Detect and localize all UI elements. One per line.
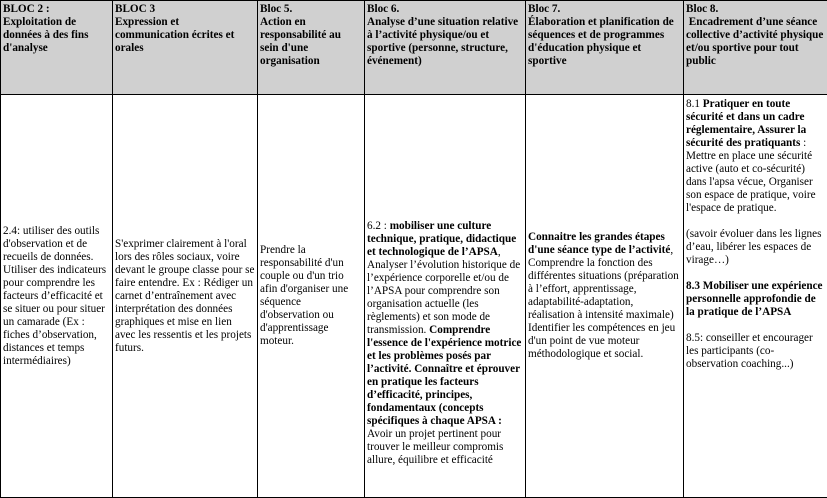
cell-bloc-3-text: S'exprimer clairement à l'oral lors des rôles sociaux, voire devant le groupe classe pour se faire entendre. Ex : Rédiger un carnet d’entraînement avec interprétation des données graphiques et mise en lien avec les ressentis et les projets futurs. xyxy=(115,238,254,354)
header-bloc-3-number: BLOC 3 xyxy=(115,3,255,16)
header-bloc-8 xyxy=(684,1,827,95)
cell-bloc-6-culture: mobiliser une culture technique, pratique, didactique et technologique de l’APSA xyxy=(367,220,516,258)
header-bloc-2 xyxy=(1,1,113,95)
cell-bloc-6-essence: Comprendre l'essence de l'expérience motrice et les problèmes posés par l’activité. Connaître et éprouver en pratique les facteurs d’efficacité, principes, fondamentaux (concepts spécifiques à chaque APSA : xyxy=(367,324,521,427)
header-bloc-2-title: Exploitation de données à des fins d'analyse xyxy=(3,16,110,55)
cell-bloc-6-project: Avoir un projet pertinent pour trouver le meilleur compromis allure, équilibre et efficacité xyxy=(367,428,503,466)
header-bloc-8-number: Bloc 8. xyxy=(686,3,825,16)
cell-bloc-8-experience: 8.3 Mobiliser une expérience personnelle approfondie de la pratique de l’APSA xyxy=(686,280,823,318)
cell-bloc-8-safety: Pratiquer en toute sécurité et dans un cadre réglementaire, Assurer la sécurité des pratiquants xyxy=(686,98,806,149)
cell-bloc-8 xyxy=(684,95,827,498)
header-bloc-2-number: BLOC 2 : xyxy=(3,3,110,16)
header-bloc-7-title: Élaboration et planification de séquences et de programmes d'éducation physique et sportive xyxy=(528,16,681,68)
cell-bloc-8-ref-81: 8.1 xyxy=(686,98,703,110)
header-bloc-7-number: Bloc 7. xyxy=(528,3,681,16)
cell-bloc-8-safety-text: : Mettre en place une sécurité active (auto et co-sécurité) dans l'apsa vécue, Organiser son espace de pratique, voire l'espace de pratique. xyxy=(686,137,816,214)
cell-bloc-8-para-4: 8.5: conseiller et encourager les participants (co-observation coaching...) xyxy=(686,332,825,371)
content-row xyxy=(1,95,827,498)
cell-bloc-2 xyxy=(1,95,113,498)
cell-bloc-7 xyxy=(526,95,684,498)
header-bloc-7 xyxy=(526,1,684,95)
cell-bloc-8-para-3 xyxy=(686,280,825,319)
header-bloc-6-number: Bloc 6. xyxy=(367,3,523,16)
cell-bloc-2-text: 2.4: utiliser des outils d'observation et de recueils de données. Utiliser des indicateurs pour comprendre les facteurs d’efficacité et se situer ou pour situer un camarade (Ex : fiches d’observation, distances et temps intermédiaires) xyxy=(3,225,106,367)
cell-bloc-6 xyxy=(365,95,526,498)
cell-bloc-6-ref: 6.2 : xyxy=(367,220,390,232)
cell-bloc-3 xyxy=(113,95,258,498)
header-row xyxy=(1,1,827,95)
cell-bloc-8-para-1 xyxy=(686,98,825,215)
cell-bloc-7-text: , Comprendre la fonction des différentes situations (préparation à l’effort, apprentissage, adaptabilité-adaptation, réalisation à intensité maximale) Identifier les compétences en jeu d'un point de vue moteur méthodologique et social. xyxy=(528,244,679,360)
header-bloc-8-title: Encadrement d’une séance collective d’activité physique et/ou sportive pour tout public xyxy=(686,16,825,68)
header-bloc-3 xyxy=(113,1,258,95)
cell-bloc-5-text: Prendre la responsabilité d'un couple ou d'un trio afin d'organiser une séquence d'observation ou d'apprentissage moteur. xyxy=(260,244,348,347)
header-bloc-6 xyxy=(365,1,526,95)
header-bloc-5-number: Bloc 5. xyxy=(260,3,362,16)
cell-bloc-6-analysis: , Analyser l’évolution historique de l’expérience corporelle et/ou de l’APSA pour comprendre son organisation actuelle (les règlements) et son mode de transmission. xyxy=(367,246,520,336)
header-bloc-5-title: Action en responsabilité au sein d'une organisation xyxy=(260,16,362,68)
cell-bloc-7-steps: Connaitre les grandes étapes d'une séance type de l’activité xyxy=(528,231,670,256)
cell-bloc-5 xyxy=(258,95,365,498)
header-bloc-5 xyxy=(258,1,365,95)
header-bloc-3-title: Expression et communication écrites et orales xyxy=(115,16,255,55)
header-bloc-6-title: Analyse d’une situation relative à l’activité physique/ou et sportive (personne, structure, événement) xyxy=(367,16,523,68)
cell-bloc-8-para-2: (savoir évoluer dans les lignes d’eau, libérer les espaces de virage…) xyxy=(686,228,825,267)
